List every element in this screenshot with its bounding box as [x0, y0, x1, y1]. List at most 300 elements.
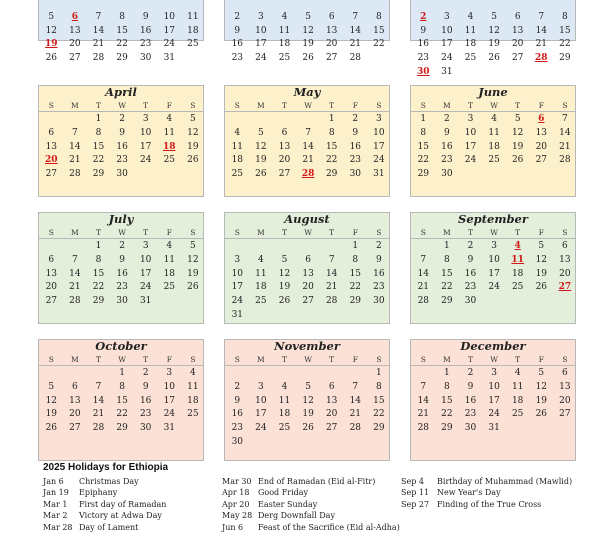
- day-cell: 15: [349, 268, 362, 279]
- day-cell: 3: [258, 11, 264, 22]
- holiday-date: Apr 20: [222, 499, 250, 509]
- weekday-label: S: [190, 355, 196, 364]
- day-cell: 31: [139, 296, 152, 307]
- weekday-label: W: [118, 355, 126, 364]
- day-cell: 31: [488, 423, 500, 434]
- day-cell: 20: [45, 282, 58, 293]
- month-july: [38, 212, 204, 324]
- day-cell: 15: [92, 268, 105, 279]
- day-cell: 16: [139, 395, 152, 406]
- day-cell: 11: [511, 381, 524, 392]
- day-cell: 3: [491, 368, 497, 378]
- day-cell: 28: [349, 53, 362, 64]
- day-cell: 23: [464, 409, 477, 420]
- day-cell: 2: [467, 241, 474, 251]
- weekday-label: F: [538, 228, 544, 237]
- day-cell: 27: [45, 169, 58, 180]
- day-cell: 8: [444, 381, 450, 392]
- month-february: [224, 0, 390, 64]
- weekday-label: F: [166, 101, 172, 110]
- day-cell: 2: [119, 114, 125, 124]
- day-cell: 27: [559, 409, 571, 420]
- weekday-label: M: [443, 101, 451, 110]
- day-cell: 14: [349, 395, 362, 406]
- day-cell: 22: [441, 282, 453, 293]
- weekday-label: T: [329, 228, 335, 237]
- day-cell: 27: [69, 423, 81, 434]
- day-cell: 18: [464, 39, 477, 50]
- holiday-date: Mar 2: [43, 511, 68, 521]
- day-cell: 26: [255, 169, 267, 180]
- day-cell: 26: [535, 282, 548, 293]
- day-cell: 28: [417, 296, 430, 307]
- month-title: June: [478, 85, 508, 99]
- weekday-label: T: [329, 101, 335, 110]
- day-cell: 16: [139, 25, 152, 36]
- day-cell: 12: [511, 127, 524, 138]
- day-cell: 19: [278, 282, 291, 293]
- weekday-label: M: [257, 101, 265, 110]
- day-cell: 1: [420, 114, 427, 124]
- day-cell: 22: [116, 39, 128, 50]
- day-cell: 20: [535, 141, 548, 152]
- day-cell: 29: [441, 296, 453, 307]
- day-cell: 30: [139, 423, 152, 434]
- day-cell: 10: [464, 127, 477, 138]
- day-cell: 21: [535, 39, 548, 50]
- day-cell: 24: [488, 409, 500, 420]
- holiday-date: Jun 6: [222, 522, 244, 532]
- day-cell: 20: [511, 39, 524, 50]
- day-cell: 18: [231, 155, 244, 166]
- day-cell: 15: [373, 395, 385, 406]
- weekday-header: [39, 100, 203, 112]
- weekday-label: T: [467, 101, 473, 110]
- day-cell: 22: [116, 409, 128, 420]
- day-cell: 30: [231, 437, 244, 447]
- month-title: September: [458, 212, 528, 226]
- day-cell: 29: [92, 169, 105, 180]
- day-cell: 16: [441, 141, 453, 152]
- day-cell: 6: [281, 127, 288, 138]
- day-cell: 14: [302, 141, 314, 152]
- day-cell: 11: [488, 127, 500, 138]
- day-cell: 27: [325, 423, 338, 434]
- day-cell: 25: [464, 53, 477, 64]
- day-cell: 19: [511, 141, 524, 152]
- day-cell: 14: [69, 141, 81, 152]
- holiday-date: Mar 1: [43, 499, 68, 509]
- holiday-name: Feast of the Sacrifice (Eid al-Adha): [258, 522, 400, 532]
- day-cell: 11: [464, 25, 477, 36]
- day-cell: 10: [255, 25, 267, 36]
- weekday-label: F: [538, 101, 544, 110]
- day-cell: 27: [535, 155, 548, 166]
- day-cell: 13: [45, 141, 58, 152]
- day-cell: 21: [417, 409, 430, 420]
- day-cell: 14: [559, 127, 571, 138]
- holiday-day-cell: 18: [163, 141, 176, 152]
- day-cell: 3: [166, 368, 173, 378]
- day-cell: 10: [231, 268, 244, 279]
- day-cell: 16: [231, 39, 244, 50]
- weekday-label: M: [257, 355, 265, 364]
- day-cell: 23: [116, 282, 128, 293]
- day-cell: 19: [302, 39, 314, 50]
- day-cell: 11: [187, 11, 199, 22]
- day-cell: 4: [166, 241, 173, 251]
- day-cell: 9: [352, 127, 359, 138]
- day-cell: 24: [255, 53, 267, 64]
- holiday-name: New Year's Day: [437, 488, 501, 498]
- day-cell: 16: [464, 395, 477, 406]
- day-cell: 5: [190, 114, 196, 124]
- day-cell: 15: [116, 395, 128, 406]
- weekday-label: T: [281, 101, 287, 110]
- day-cell: 30: [441, 169, 453, 180]
- day-cell: 10: [441, 25, 453, 36]
- day-cell: 7: [72, 254, 78, 265]
- day-cell: 12: [187, 254, 199, 265]
- weekday-header: [225, 100, 389, 112]
- holiday-name: Good Friday: [258, 488, 309, 498]
- weekday-header: [225, 227, 389, 239]
- weekday-label: W: [490, 228, 498, 237]
- day-cell: 29: [325, 169, 338, 180]
- day-cell: 2: [376, 241, 382, 251]
- day-cell: 20: [278, 155, 291, 166]
- weekday-label: T: [143, 355, 149, 364]
- day-cell: 17: [488, 268, 500, 279]
- weekday-label: T: [95, 228, 101, 237]
- holiday-date: Mar 28: [43, 522, 73, 532]
- weekday-label: F: [352, 228, 358, 237]
- day-cell: 13: [45, 268, 58, 279]
- day-cell: 17: [231, 282, 244, 293]
- day-cell: 21: [417, 282, 430, 293]
- day-cell: 26: [278, 296, 291, 307]
- month-april: [38, 85, 204, 197]
- day-cell: 17: [139, 141, 152, 152]
- weekday-label: T: [515, 101, 521, 110]
- holidays-title: 2025 Holidays for Ethiopia: [43, 462, 169, 473]
- day-cell: 7: [95, 11, 102, 22]
- weekday-label: F: [352, 355, 358, 364]
- day-cell: 28: [349, 423, 362, 434]
- day-cell: 8: [95, 127, 102, 138]
- day-cell: 2: [352, 114, 359, 124]
- day-cell: 24: [163, 39, 176, 50]
- day-cell: 1: [328, 114, 335, 124]
- day-cell: 15: [116, 25, 128, 36]
- day-cell: 6: [305, 254, 311, 265]
- day-cell: 24: [373, 155, 385, 166]
- day-cell: 29: [349, 296, 362, 307]
- day-cell: 18: [278, 409, 291, 420]
- day-cell: 8: [119, 381, 125, 392]
- day-cell: 7: [352, 381, 359, 392]
- day-cell: 2: [444, 114, 450, 124]
- day-cell: 25: [278, 53, 291, 64]
- day-cell: 20: [325, 39, 338, 50]
- day-cell: 19: [187, 268, 199, 279]
- holiday-name: First day of Ramadan: [79, 499, 167, 509]
- day-cell: 19: [187, 141, 199, 152]
- day-cell: 22: [349, 282, 362, 293]
- day-cell: 29: [116, 423, 128, 434]
- day-cell: 9: [467, 254, 474, 265]
- holiday-name: Derg Downfall Day: [258, 511, 335, 521]
- month-title: December: [460, 339, 526, 353]
- day-cell: 3: [258, 381, 264, 392]
- day-cell: 26: [45, 53, 58, 64]
- month-january: [38, 0, 204, 64]
- day-cell: 23: [231, 423, 244, 434]
- day-cell: 20: [559, 268, 571, 279]
- day-cell: 13: [69, 395, 81, 406]
- weekday-label: S: [376, 355, 382, 364]
- day-cell: 13: [69, 25, 81, 36]
- day-cell: 23: [373, 282, 385, 293]
- day-cell: 31: [163, 423, 176, 434]
- holiday-day-cell: 20: [45, 155, 58, 166]
- day-cell: 22: [559, 39, 571, 50]
- weekday-label: S: [562, 228, 568, 237]
- day-cell: 8: [376, 381, 382, 392]
- day-cell: 21: [349, 39, 362, 50]
- day-cell: 29: [116, 53, 128, 64]
- day-cell: 30: [373, 296, 385, 307]
- holiday-name: Epiphany: [79, 488, 118, 498]
- day-cell: 25: [163, 155, 176, 166]
- day-cell: 1: [119, 368, 125, 378]
- day-cell: 12: [45, 25, 58, 36]
- weekday-header: [39, 227, 203, 239]
- day-cell: 23: [139, 39, 152, 50]
- day-cell: 16: [116, 268, 128, 279]
- day-cell: 23: [441, 155, 453, 166]
- day-cell: 20: [559, 395, 571, 406]
- holiday-day-cell: 2: [420, 11, 427, 22]
- day-cell: 16: [373, 268, 385, 279]
- day-cell: 24: [139, 282, 152, 293]
- day-cell: 5: [281, 254, 288, 265]
- day-cell: 13: [535, 127, 548, 138]
- day-cell: 9: [119, 254, 125, 265]
- day-cell: 10: [373, 127, 385, 138]
- day-cell: 23: [116, 155, 128, 166]
- weekday-header: [411, 100, 575, 112]
- holiday-name: Birthday of Muhammad (Mawlid): [437, 477, 573, 486]
- day-cell: 6: [328, 11, 335, 22]
- day-cell: 9: [467, 381, 474, 392]
- weekday-label: W: [304, 355, 312, 364]
- holiday-name: Easter Sunday: [258, 499, 318, 509]
- day-cell: 26: [535, 409, 548, 420]
- day-cell: 13: [559, 254, 571, 265]
- weekday-label: T: [281, 228, 287, 237]
- day-cell: 17: [163, 395, 176, 406]
- weekday-label: F: [352, 101, 358, 110]
- day-cell: 19: [255, 155, 267, 166]
- day-cell: 11: [231, 141, 244, 152]
- day-cell: 3: [142, 241, 149, 251]
- day-cell: 11: [278, 25, 291, 36]
- day-cell: 14: [69, 268, 81, 279]
- day-cell: 6: [72, 381, 78, 392]
- day-cell: 16: [464, 268, 477, 279]
- holiday-day-cell: 28: [301, 169, 315, 180]
- day-cell: 11: [255, 268, 267, 279]
- day-cell: 21: [349, 409, 362, 420]
- holiday-date: Apr 18: [222, 488, 250, 498]
- holiday-day-cell: 27: [558, 282, 572, 293]
- day-cell: 14: [417, 268, 430, 279]
- day-cell: 4: [258, 254, 264, 265]
- day-cell: 7: [538, 11, 545, 22]
- weekday-label: S: [48, 101, 54, 110]
- weekday-label: T: [515, 355, 521, 364]
- weekday-label: S: [562, 101, 568, 110]
- day-cell: 24: [231, 296, 244, 307]
- day-cell: 20: [302, 282, 314, 293]
- day-cell: 22: [325, 155, 338, 166]
- weekday-label: W: [304, 101, 312, 110]
- day-cell: 27: [511, 53, 524, 64]
- day-cell: 20: [69, 409, 81, 420]
- day-cell: 25: [255, 296, 267, 307]
- day-cell: 26: [302, 53, 314, 64]
- holiday-date: Jan 19: [43, 488, 69, 498]
- day-cell: 10: [139, 127, 152, 138]
- day-cell: 3: [142, 114, 149, 124]
- day-cell: 3: [491, 241, 497, 251]
- day-cell: 31: [163, 53, 176, 64]
- day-cell: 11: [278, 395, 291, 406]
- day-cell: 8: [420, 127, 427, 138]
- day-cell: 7: [305, 127, 311, 138]
- month-may: [224, 85, 390, 197]
- day-cell: 8: [119, 11, 125, 22]
- day-cell: 9: [234, 25, 241, 36]
- day-cell: 28: [92, 423, 105, 434]
- day-cell: 21: [559, 141, 571, 152]
- day-cell: 10: [139, 254, 152, 265]
- weekday-label: S: [190, 101, 196, 110]
- weekday-header: [411, 354, 575, 366]
- day-cell: 5: [305, 11, 311, 22]
- day-cell: 25: [278, 423, 291, 434]
- weekday-label: T: [281, 355, 287, 364]
- holiday-day-cell: 19: [45, 39, 58, 50]
- day-cell: 14: [349, 25, 362, 36]
- holiday-date: Sep 27: [401, 499, 430, 509]
- day-cell: 14: [535, 25, 548, 36]
- day-cell: 3: [467, 114, 474, 124]
- day-cell: 16: [116, 141, 128, 152]
- holiday-day-cell: 6: [71, 11, 79, 22]
- holiday-date: Jan 6: [43, 477, 64, 486]
- day-cell: 8: [562, 11, 568, 22]
- day-cell: 10: [163, 381, 176, 392]
- day-cell: 11: [163, 127, 176, 138]
- day-cell: 21: [325, 282, 338, 293]
- day-cell: 9: [142, 381, 149, 392]
- day-cell: 18: [278, 39, 291, 50]
- day-cell: 19: [535, 395, 548, 406]
- day-cell: 30: [464, 423, 477, 434]
- day-cell: 7: [420, 254, 427, 265]
- day-cell: 7: [72, 127, 78, 138]
- day-cell: 22: [417, 155, 430, 166]
- day-cell: 31: [373, 169, 385, 180]
- day-cell: 6: [328, 381, 335, 392]
- day-cell: 26: [488, 53, 500, 64]
- day-cell: 22: [92, 155, 105, 166]
- day-cell: 7: [352, 11, 359, 22]
- day-cell: 17: [255, 39, 267, 50]
- day-cell: 3: [234, 254, 241, 265]
- day-cell: 17: [373, 141, 385, 152]
- day-cell: 24: [464, 155, 477, 166]
- weekday-label: F: [538, 355, 544, 364]
- day-cell: 28: [92, 53, 105, 64]
- day-cell: 18: [187, 25, 199, 36]
- month-title: July: [108, 212, 134, 226]
- day-cell: 27: [45, 296, 58, 307]
- month-march: [410, 0, 576, 77]
- day-cell: 30: [464, 296, 477, 307]
- weekday-label: S: [234, 101, 240, 110]
- day-cell: 6: [562, 368, 568, 378]
- weekday-label: S: [420, 355, 426, 364]
- weekday-label: S: [420, 101, 426, 110]
- day-cell: 28: [417, 423, 430, 434]
- day-cell: 4: [281, 381, 288, 392]
- day-cell: 23: [139, 409, 152, 420]
- day-cell: 18: [187, 395, 199, 406]
- day-cell: 12: [488, 25, 500, 36]
- day-cell: 17: [488, 395, 500, 406]
- weekday-label: T: [95, 101, 101, 110]
- month-december: [410, 339, 576, 461]
- day-cell: 25: [187, 409, 199, 420]
- day-cell: 25: [488, 155, 500, 166]
- day-cell: 5: [514, 114, 521, 124]
- month-october: [38, 339, 204, 461]
- day-cell: 8: [376, 11, 382, 22]
- day-cell: 1: [444, 368, 450, 378]
- day-cell: 9: [376, 254, 382, 265]
- weekday-label: T: [467, 355, 473, 364]
- day-cell: 26: [302, 423, 314, 434]
- day-cell: 28: [69, 296, 81, 307]
- day-cell: 8: [352, 254, 359, 265]
- day-cell: 19: [45, 409, 58, 420]
- day-cell: 15: [325, 141, 338, 152]
- holiday-day-cell: 30: [417, 67, 430, 77]
- day-cell: 24: [255, 423, 267, 434]
- day-cell: 12: [45, 395, 58, 406]
- day-cell: 13: [325, 25, 338, 36]
- month-title: November: [274, 339, 340, 353]
- day-cell: 17: [441, 39, 453, 50]
- month-title: October: [95, 339, 147, 353]
- day-cell: 20: [325, 409, 338, 420]
- day-cell: 12: [535, 254, 548, 265]
- day-cell: 1: [95, 241, 102, 251]
- weekday-label: M: [71, 228, 79, 237]
